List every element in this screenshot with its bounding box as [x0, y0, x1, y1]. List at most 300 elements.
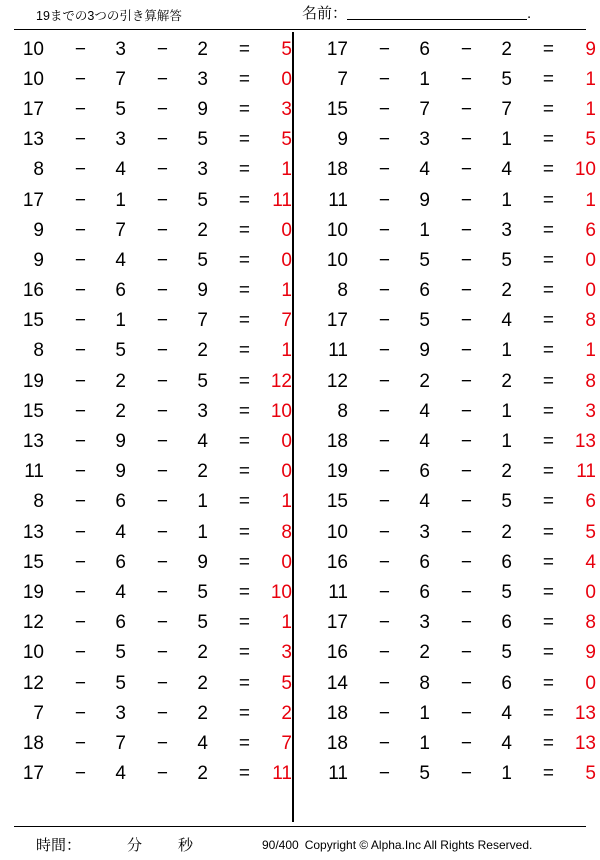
operand-first: 18	[326, 702, 348, 724]
operand-first: 19	[326, 461, 348, 483]
problem-row	[0, 728, 292, 758]
equals-icon: =	[542, 159, 554, 181]
answer-value: 8	[281, 521, 292, 543]
problems-column-right	[292, 32, 600, 822]
minus-icon: −	[156, 340, 168, 362]
operand-second: 9	[115, 431, 126, 453]
operand-second: 5	[115, 340, 126, 362]
operand-second: 1	[419, 68, 430, 90]
operand-second: 7	[419, 98, 430, 120]
operand-second: 7	[115, 219, 126, 241]
operand-first: 9	[33, 249, 44, 271]
operand-third: 4	[501, 310, 512, 332]
operand-first: 17	[22, 98, 44, 120]
operand-first: 17	[326, 38, 348, 60]
minus-icon: −	[74, 702, 86, 724]
problem-row	[0, 336, 292, 366]
problem-row	[0, 215, 292, 245]
answer-value: 0	[281, 551, 292, 573]
problem-row	[306, 457, 600, 487]
problems-area	[0, 32, 600, 822]
operand-second: 4	[115, 521, 126, 543]
operand-first: 7	[33, 702, 44, 724]
equals-icon: =	[238, 732, 250, 754]
operand-second: 3	[419, 129, 430, 151]
operand-second: 5	[419, 249, 430, 271]
operand-first: 13	[22, 431, 44, 453]
answer-value: 3	[281, 98, 292, 120]
minus-icon: −	[74, 159, 86, 181]
minus-icon: −	[460, 219, 472, 241]
minus-icon: −	[460, 400, 472, 422]
operand-second: 5	[419, 310, 430, 332]
minus-icon: −	[74, 612, 86, 634]
name-field-area	[302, 2, 582, 23]
minus-icon: −	[378, 159, 390, 181]
problem-row	[0, 366, 292, 396]
operand-third: 1	[501, 400, 512, 422]
operand-first: 10	[326, 521, 348, 543]
problem-row	[306, 759, 600, 789]
answer-value: 13	[574, 702, 596, 724]
minus-icon: −	[156, 129, 168, 151]
operand-third: 2	[197, 642, 208, 664]
equals-icon: =	[542, 129, 554, 151]
minus-icon: −	[156, 98, 168, 120]
problem-row	[306, 698, 600, 728]
operand-second: 3	[115, 38, 126, 60]
equals-icon: =	[238, 672, 250, 694]
operand-third: 5	[197, 249, 208, 271]
copyright-text: Copyright © Alpha.Inc All Rights Reserved.	[304, 838, 533, 852]
equals-icon: =	[542, 68, 554, 90]
equals-icon: =	[542, 370, 554, 392]
equals-icon: =	[542, 642, 554, 664]
problem-row	[306, 306, 600, 336]
equals-icon: =	[238, 642, 250, 664]
equals-icon: =	[542, 38, 554, 60]
minus-icon: −	[156, 672, 168, 694]
minus-icon: −	[378, 400, 390, 422]
operand-third: 4	[501, 732, 512, 754]
minus-icon: −	[378, 340, 390, 362]
equals-icon: =	[542, 702, 554, 724]
operand-second: 4	[419, 400, 430, 422]
problem-row	[0, 547, 292, 577]
operand-first: 19	[22, 581, 44, 603]
operand-first: 10	[22, 68, 44, 90]
equals-icon: =	[238, 612, 250, 634]
operand-first: 19	[22, 370, 44, 392]
minus-icon: −	[156, 68, 168, 90]
minus-icon: −	[460, 551, 472, 573]
answer-value: 1	[585, 189, 596, 211]
name-label: 名前	[302, 5, 333, 22]
operand-third: 5	[197, 370, 208, 392]
operand-third: 4	[197, 431, 208, 453]
minus-icon: −	[460, 340, 472, 362]
operand-second: 4	[419, 431, 430, 453]
operand-first: 10	[22, 38, 44, 60]
answer-value: 8	[585, 370, 596, 392]
minus-icon: −	[74, 249, 86, 271]
operand-second: 9	[115, 461, 126, 483]
operand-third: 5	[197, 129, 208, 151]
problem-row	[306, 668, 600, 698]
header-divider-line	[14, 29, 586, 30]
equals-icon: =	[542, 249, 554, 271]
minus-icon: −	[74, 189, 86, 211]
minus-icon: −	[74, 340, 86, 362]
equals-icon: =	[542, 219, 554, 241]
equals-icon: =	[238, 249, 250, 271]
operand-third: 2	[501, 370, 512, 392]
problem-row	[0, 276, 292, 306]
operand-first: 8	[337, 400, 348, 422]
operand-first: 13	[22, 521, 44, 543]
answer-value: 5	[585, 129, 596, 151]
operand-first: 17	[326, 612, 348, 634]
operand-second: 1	[419, 732, 430, 754]
equals-icon: =	[238, 340, 250, 362]
name-colon: ：	[332, 5, 348, 22]
minus-icon: −	[378, 732, 390, 754]
operand-third: 1	[197, 491, 208, 513]
minus-icon: −	[74, 551, 86, 573]
operand-first: 15	[326, 98, 348, 120]
operand-first: 18	[326, 732, 348, 754]
problem-row	[0, 64, 292, 94]
problem-row	[0, 608, 292, 638]
answer-value: 5	[585, 763, 596, 785]
problem-row	[0, 457, 292, 487]
minus-icon: −	[74, 129, 86, 151]
minus-icon: −	[156, 219, 168, 241]
operand-third: 1	[501, 340, 512, 362]
operand-first: 10	[326, 219, 348, 241]
problem-row	[306, 215, 600, 245]
minus-icon: −	[74, 431, 86, 453]
answer-value: 2	[281, 702, 292, 724]
equals-icon: =	[238, 521, 250, 543]
equals-icon: =	[238, 370, 250, 392]
minus-icon: −	[378, 491, 390, 513]
operand-second: 2	[419, 370, 430, 392]
operand-second: 9	[419, 189, 430, 211]
operand-second: 3	[115, 702, 126, 724]
answer-value: 0	[585, 249, 596, 271]
operand-second: 5	[115, 98, 126, 120]
name-trailing-dot: .	[527, 5, 532, 22]
problem-row	[306, 396, 600, 426]
minus-icon: −	[156, 732, 168, 754]
operand-first: 9	[33, 219, 44, 241]
minus-icon: −	[378, 189, 390, 211]
problem-row	[306, 336, 600, 366]
operand-second: 6	[419, 280, 430, 302]
minus-icon: −	[378, 68, 390, 90]
problem-row	[0, 185, 292, 215]
operand-third: 2	[197, 340, 208, 362]
minus-icon: −	[378, 642, 390, 664]
minus-icon: −	[378, 370, 390, 392]
minus-icon: −	[460, 38, 472, 60]
operand-second: 7	[115, 732, 126, 754]
operand-first: 11	[328, 763, 348, 785]
operand-first: 11	[328, 340, 348, 362]
answer-value: 10	[270, 581, 292, 603]
operand-first: 17	[22, 763, 44, 785]
answer-value: 7	[281, 310, 292, 332]
operand-second: 6	[115, 491, 126, 513]
equals-icon: =	[542, 280, 554, 302]
minus-icon: −	[460, 68, 472, 90]
problem-row	[0, 698, 292, 728]
operand-third: 5	[197, 189, 208, 211]
operand-third: 1	[501, 763, 512, 785]
operand-third: 5	[501, 249, 512, 271]
minus-icon: −	[378, 672, 390, 694]
name-input-line[interactable]	[347, 4, 527, 20]
operand-first: 10	[326, 249, 348, 271]
answer-value: 0	[585, 672, 596, 694]
operand-third: 6	[501, 551, 512, 573]
operand-third: 5	[501, 581, 512, 603]
problem-row	[306, 426, 600, 456]
problem-row	[0, 517, 292, 547]
operand-first: 11	[328, 581, 348, 603]
operand-second: 2	[419, 642, 430, 664]
operand-third: 1	[501, 189, 512, 211]
minus-icon: −	[156, 521, 168, 543]
answer-value: 1	[281, 340, 292, 362]
problem-row	[0, 759, 292, 789]
answer-value: 11	[272, 189, 292, 211]
minus-icon: −	[460, 702, 472, 724]
answer-value: 3	[585, 400, 596, 422]
problem-row	[0, 638, 292, 668]
equals-icon: =	[238, 461, 250, 483]
problem-row	[306, 94, 600, 124]
operand-third: 2	[197, 219, 208, 241]
minus-icon: −	[460, 129, 472, 151]
equals-icon: =	[238, 98, 250, 120]
minus-icon: −	[74, 98, 86, 120]
equals-icon: =	[238, 38, 250, 60]
minutes-label: 分	[127, 837, 143, 854]
answer-value: 5	[281, 129, 292, 151]
answer-value: 0	[281, 219, 292, 241]
problem-row	[0, 426, 292, 456]
operand-second: 4	[419, 159, 430, 181]
problem-row	[0, 125, 292, 155]
problem-row	[0, 245, 292, 275]
operand-third: 3	[197, 159, 208, 181]
seconds-label: 秒	[178, 837, 194, 854]
operand-second: 4	[115, 581, 126, 603]
operand-third: 9	[197, 98, 208, 120]
operand-third: 2	[501, 461, 512, 483]
minus-icon: −	[378, 551, 390, 573]
operand-third: 2	[501, 280, 512, 302]
problem-row	[306, 366, 600, 396]
operand-third: 5	[501, 642, 512, 664]
minus-icon: −	[74, 763, 86, 785]
minus-icon: −	[378, 702, 390, 724]
operand-third: 9	[197, 280, 208, 302]
answer-value: 0	[281, 249, 292, 271]
answer-value: 10	[270, 400, 292, 422]
operand-second: 6	[115, 280, 126, 302]
problem-row	[0, 487, 292, 517]
minus-icon: −	[156, 249, 168, 271]
operand-third: 2	[197, 461, 208, 483]
answer-value: 13	[574, 431, 596, 453]
operand-third: 4	[501, 702, 512, 724]
minus-icon: −	[156, 370, 168, 392]
operand-second: 9	[419, 340, 430, 362]
answer-value: 1	[585, 340, 596, 362]
answer-value: 11	[272, 763, 292, 785]
equals-icon: =	[238, 551, 250, 573]
minus-icon: −	[378, 280, 390, 302]
operand-first: 17	[326, 310, 348, 332]
operand-first: 15	[22, 310, 44, 332]
problem-row	[306, 638, 600, 668]
equals-icon: =	[238, 702, 250, 724]
answer-value: 0	[281, 68, 292, 90]
minus-icon: −	[460, 280, 472, 302]
time-label: 時間：	[36, 837, 82, 854]
equals-icon: =	[238, 189, 250, 211]
minus-icon: −	[156, 310, 168, 332]
minus-icon: −	[74, 732, 86, 754]
answer-value: 9	[585, 642, 596, 664]
operand-first: 12	[22, 672, 44, 694]
problem-row	[0, 306, 292, 336]
minus-icon: −	[156, 642, 168, 664]
operand-third: 3	[197, 400, 208, 422]
minus-icon: −	[460, 732, 472, 754]
operand-first: 8	[33, 340, 44, 362]
problem-row	[0, 155, 292, 185]
equals-icon: =	[542, 400, 554, 422]
answer-value: 11	[576, 461, 596, 483]
equals-icon: =	[238, 491, 250, 513]
problem-row	[0, 34, 292, 64]
operand-first: 12	[22, 612, 44, 634]
operand-first: 10	[22, 642, 44, 664]
answer-value: 1	[585, 98, 596, 120]
problem-row	[306, 608, 600, 638]
operand-second: 3	[115, 129, 126, 151]
equals-icon: =	[542, 612, 554, 634]
equals-icon: =	[238, 219, 250, 241]
operand-second: 2	[115, 400, 126, 422]
answer-value: 6	[585, 219, 596, 241]
operand-first: 14	[326, 672, 348, 694]
minus-icon: −	[156, 581, 168, 603]
answer-value: 9	[585, 38, 596, 60]
operand-third: 4	[501, 159, 512, 181]
operand-third: 7	[501, 98, 512, 120]
operand-third: 4	[197, 732, 208, 754]
operand-second: 5	[419, 763, 430, 785]
operand-third: 9	[197, 551, 208, 573]
minus-icon: −	[74, 219, 86, 241]
minus-icon: −	[378, 612, 390, 634]
operand-third: 2	[197, 38, 208, 60]
operand-second: 6	[419, 581, 430, 603]
minus-icon: −	[460, 98, 472, 120]
equals-icon: =	[542, 521, 554, 543]
minus-icon: −	[460, 249, 472, 271]
operand-second: 4	[115, 763, 126, 785]
equals-icon: =	[542, 340, 554, 362]
minus-icon: −	[460, 461, 472, 483]
answer-value: 10	[574, 159, 596, 181]
equals-icon: =	[238, 68, 250, 90]
operand-first: 16	[326, 551, 348, 573]
answer-value: 0	[281, 461, 292, 483]
operand-third: 5	[197, 612, 208, 634]
minus-icon: −	[460, 763, 472, 785]
equals-icon: =	[542, 763, 554, 785]
problem-row	[306, 34, 600, 64]
operand-third: 2	[197, 702, 208, 724]
operand-second: 1	[419, 702, 430, 724]
operand-second: 5	[115, 672, 126, 694]
operand-second: 6	[419, 461, 430, 483]
operand-first: 15	[22, 551, 44, 573]
minus-icon: −	[378, 581, 390, 603]
answer-value: 1	[281, 159, 292, 181]
minus-icon: −	[460, 491, 472, 513]
answer-value: 1	[585, 68, 596, 90]
minus-icon: −	[74, 68, 86, 90]
operand-first: 18	[326, 431, 348, 453]
minus-icon: −	[378, 521, 390, 543]
operand-second: 6	[419, 38, 430, 60]
equals-icon: =	[238, 159, 250, 181]
minus-icon: −	[378, 129, 390, 151]
answer-value: 8	[585, 310, 596, 332]
operand-first: 11	[24, 461, 44, 483]
minus-icon: −	[378, 219, 390, 241]
operand-second: 7	[115, 68, 126, 90]
operand-third: 1	[197, 521, 208, 543]
answer-value: 1	[281, 612, 292, 634]
minus-icon: −	[378, 461, 390, 483]
operand-second: 1	[419, 219, 430, 241]
minus-icon: −	[460, 189, 472, 211]
minus-icon: −	[74, 400, 86, 422]
operand-second: 1	[115, 310, 126, 332]
minus-icon: −	[460, 159, 472, 181]
operand-first: 17	[22, 189, 44, 211]
operand-first: 8	[33, 159, 44, 181]
operand-first: 15	[22, 400, 44, 422]
page-number: 90/400	[262, 838, 299, 852]
answer-value: 5	[281, 672, 292, 694]
minus-icon: −	[156, 551, 168, 573]
operand-third: 2	[501, 38, 512, 60]
problem-row	[0, 396, 292, 426]
minus-icon: −	[156, 702, 168, 724]
minus-icon: −	[74, 38, 86, 60]
minus-icon: −	[460, 612, 472, 634]
minus-icon: −	[156, 159, 168, 181]
